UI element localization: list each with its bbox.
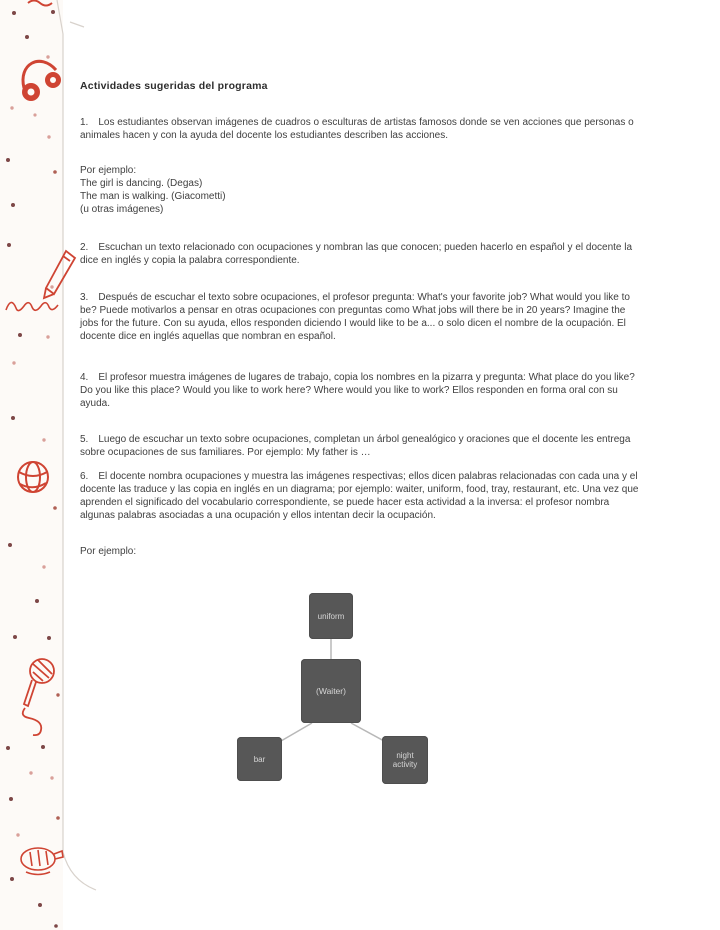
microphone-doodle-icon [23,659,54,735]
paragraph-5 [80,433,642,459]
example-label: Por ejemplo: [80,165,137,176]
paragraph-6 [80,470,642,522]
paragraph-text: Después de escuchar el texto sobre ocupaciones, el profesor pregunta: What's your favorite job? What would you like to be? Puede motivarlos a pensar en otras ocupaciones con preguntas como What jobs will there be in 20 years? Imagine the jobs for the future. Con su ayuda, ellos responden diciendo I would like to be a... o solo dicen el nombre de la ocupación. El docente dice en inglés aquellas que nombran en español. [80,292,630,342]
example-line: The man is walking. (Giacometti) [80,191,226,202]
squiggle-doodle [28,1,52,6]
diagram-box-waiter: (Waiter) [301,659,361,723]
paragraph-text: Los estudiantes observan imágenes de cuadros o esculturas de artistas famosos donde se ven acciones que personas o animales hacen y con la ayuda del docente los estudiantes describen las acciones. [80,117,634,141]
item-number: 5. [80,434,89,445]
example-line: The girl is dancing. (Degas) [80,178,203,189]
item-number: 3. [80,292,89,303]
item-number: 2. [80,242,89,253]
headphones-doodle-icon [22,61,61,101]
item-number: 6. [80,471,89,482]
example-line: (u otras imágenes) [80,204,164,215]
diagram-box-uniform: uniform [309,593,353,639]
handwriting-doodle [6,302,58,310]
pencil-doodle-icon [44,251,75,298]
example-block [80,164,480,216]
globe-doodle-icon [18,462,48,492]
paragraph-text: Luego de escuchar un texto sobre ocupaciones, completan un árbol genealógico y oraciones que el docente les entrega sobre ocupaciones de sus familiares. Por ejemplo: My father is … [80,434,631,458]
paragraph-4 [80,371,642,410]
example-label: Por ejemplo: [80,546,137,557]
dots-pattern [6,10,60,928]
paragraph-2 [80,241,642,267]
paragraph-text: El profesor muestra imágenes de lugares de trabajo, copia los nombres en la pizarra y pregunta: What place do you like? Do you like this place? Would you like to work here? Where would you like to work? Ellos responden en forma oral con su ayuda. [80,372,635,409]
diagram-box-bar: bar [237,737,282,781]
item-number: 4. [80,372,89,383]
paragraph-1 [80,116,642,142]
paragraph-text: Escuchan un texto relacionado con ocupaciones y nombran las que conocen; pueden hacerlo en español y el docente la dice en inglés y copia la palabra correspondiente. [80,242,633,266]
item-number: 1. [80,117,89,128]
whistle-doodle-icon [21,848,63,875]
diagram-box-night-activity: night activity [382,736,428,784]
paragraph-text: El docente nombra ocupaciones y muestra las imágenes respectivas; ellos dicen palabras relacionadas con cada una y el docente las traduce y las copia en inglés en un diagrama; por ejemplo: waiter, uniform, food, tray, restaurant, etc. Una vez que aprenden el significado del vocabulario correspondiente, se puede hacer esta actividad a la inversa: el profesor nombra algunas palabras asociadas a una ocupación y ellos intentan decir la ocupación. [80,471,639,521]
paragraph-3 [80,291,642,343]
page-title: Actividades sugeridas del programa [80,80,268,92]
